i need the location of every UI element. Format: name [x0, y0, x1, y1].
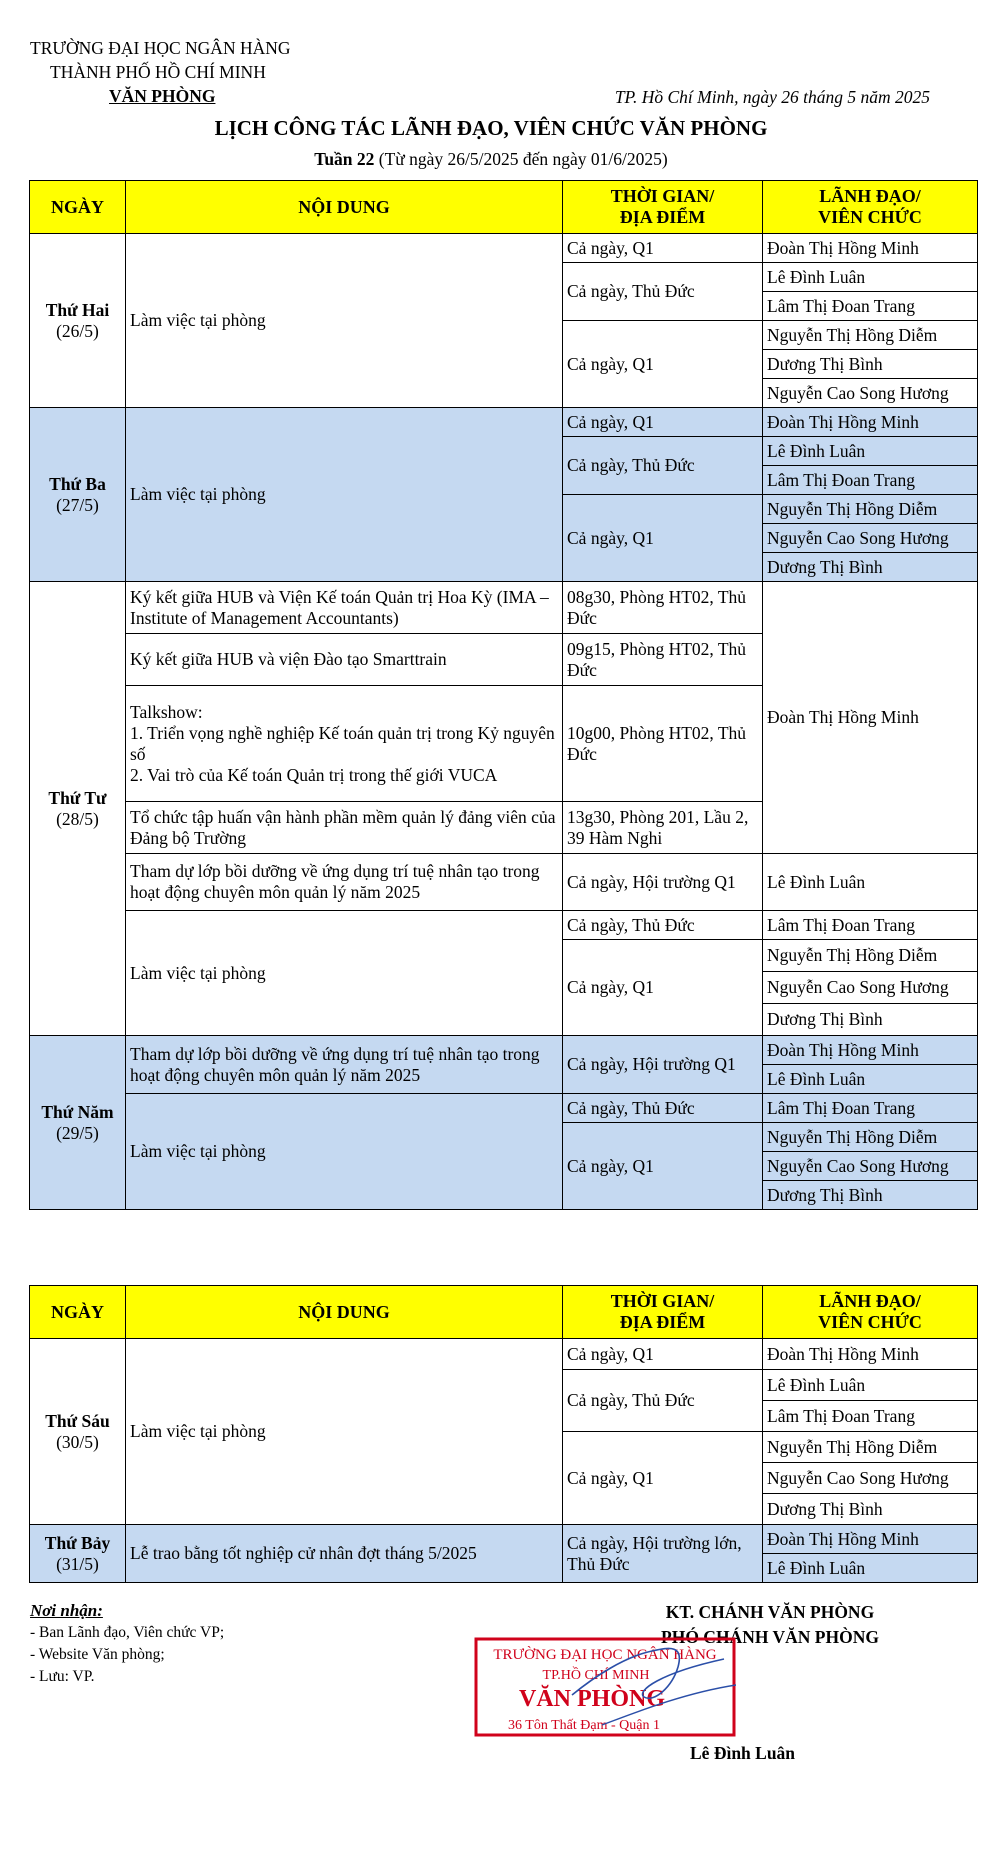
time-cell: 08g30, Phòng HT02, Thủ Đức [563, 582, 763, 634]
staff-cell: Lâm Thị Đoan Trang [763, 1094, 978, 1123]
staff-cell: Đoàn Thị Hồng Minh [763, 1525, 978, 1554]
staff-cell: Lê Đình Luân [763, 1065, 978, 1094]
col-header-time-line1: THỜI GIAN/ [610, 1291, 715, 1311]
staff-cell: Đoàn Thị Hồng Minh [763, 1339, 978, 1370]
content-cell: Làm việc tại phòng [126, 1339, 563, 1525]
staff-cell: Nguyễn Cao Song Hương [763, 972, 978, 1004]
col-header-time [563, 181, 763, 234]
staff-cell: Lâm Thị Đoan Trang [763, 911, 978, 940]
day-date: (28/5) [56, 808, 99, 829]
talkshow-item-1: 1. Triển vọng nghề nghiệp Kế toán quản trị trong Kỷ nguyên số [130, 722, 555, 764]
talkshow-item-2: 2. Vai trò của Kế toán Quản trị trong thế giới VUCA [130, 764, 498, 785]
stamp-line1: TRƯỜNG ĐẠI HỌC NGÂN HÀNG [493, 1647, 717, 1663]
time-cell: Cả ngày, Hội trường lớn, Thủ Đức [563, 1525, 763, 1583]
col-header-time-line2: ĐỊA ĐIỂM [619, 1312, 706, 1332]
day-date: (31/5) [56, 1553, 99, 1574]
col-header-staff [763, 181, 978, 234]
table-row [30, 1094, 978, 1123]
day-cell-sat [30, 1525, 126, 1583]
time-cell: Cả ngày, Hội trường Q1 [563, 854, 763, 911]
staff-cell: Đoàn Thị Hồng Minh [763, 582, 978, 854]
staff-cell: Đoàn Thị Hồng Minh [763, 408, 978, 437]
day-name: Thứ Sáu [45, 1410, 110, 1431]
content-cell: Làm việc tại phòng [126, 234, 563, 408]
table-row [30, 1339, 978, 1370]
time-cell: Cả ngày, Q1 [563, 321, 763, 408]
recipients-title: Nơi nhận: [30, 1601, 103, 1620]
schedule-table-1 [29, 180, 978, 1210]
day-cell-fri [30, 1339, 126, 1525]
time-cell: Cả ngày, Thủ Đức [563, 1370, 763, 1432]
time-cell: Cả ngày, Hội trường Q1 [563, 1036, 763, 1094]
day-cell-tue [30, 408, 126, 582]
staff-cell: Dương Thị Bình [763, 350, 978, 379]
col-header-time-line1: THỜI GIAN/ [610, 186, 715, 206]
office-name: VĂN PHÒNG [109, 86, 216, 106]
staff-cell: Dương Thị Bình [763, 553, 978, 582]
day-date: (30/5) [56, 1431, 99, 1452]
time-cell: Cả ngày, Q1 [563, 1432, 763, 1525]
recipient-item: - Ban Lãnh đạo, Viên chức VP; [30, 1624, 225, 1641]
time-cell: Cả ngày, Q1 [563, 1123, 763, 1210]
staff-cell: Lê Đình Luân [763, 1554, 978, 1583]
content-cell: Làm việc tại phòng [126, 1094, 563, 1210]
page-title: LỊCH CÔNG TÁC LÃNH ĐẠO, VIÊN CHỨC VĂN PHÒNG [214, 116, 768, 140]
time-cell: Cả ngày, Thủ Đức [563, 911, 763, 940]
table-header-row [30, 181, 978, 234]
staff-cell: Lâm Thị Đoan Trang [763, 1401, 978, 1432]
time-cell: 10g00, Phòng HT02, Thủ Đức [563, 686, 763, 802]
content-cell [126, 686, 563, 802]
day-cell-mon [30, 234, 126, 408]
office-stamp [474, 1637, 736, 1737]
content-cell: Lễ trao bằng tốt nghiệp cử nhân đợt tháng 5/2025 [126, 1525, 563, 1583]
table-row [30, 582, 978, 634]
week-range: (Từ ngày 26/5/2025 đến ngày 01/6/2025) [378, 149, 668, 169]
col-header-day: NGÀY [30, 1286, 126, 1339]
day-cell-wed [30, 582, 126, 1036]
day-date: (26/5) [56, 320, 99, 341]
day-name: Thứ Năm [41, 1101, 114, 1122]
staff-cell: Nguyễn Cao Song Hương [763, 1152, 978, 1181]
week-subtitle [0, 149, 982, 170]
staff-cell: Lê Đình Luân [763, 1370, 978, 1401]
content-cell: Tham dự lớp bồi dưỡng về ứng dụng trí tuệ nhân tạo trong hoạt động chuyên môn quản lý năm 2025 [126, 854, 563, 911]
col-header-staff [763, 1286, 978, 1339]
recipient-item: - Website Văn phòng; [30, 1646, 165, 1663]
staff-cell: Lê Đình Luân [763, 263, 978, 292]
sign-title-line2: PHÓ CHÁNH VĂN PHÒNG [661, 1627, 879, 1647]
time-cell: Cả ngày, Thủ Đức [563, 263, 763, 321]
content-cell: Ký kết giữa HUB và viện Đào tạo Smarttrain [126, 634, 563, 686]
day-date: (27/5) [56, 494, 99, 515]
staff-cell: Nguyễn Thị Hồng Diễm [763, 1432, 978, 1463]
content-cell: Làm việc tại phòng [126, 408, 563, 582]
table-row [30, 1036, 978, 1065]
staff-cell: Nguyễn Cao Song Hương [763, 524, 978, 553]
time-cell: 13g30, Phòng 201, Lầu 2, 39 Hàm Nghi [563, 802, 763, 854]
table-row [30, 1525, 978, 1554]
day-name: Thứ Ba [49, 473, 106, 494]
week-label: Tuần 22 [314, 149, 375, 169]
day-cell-thu [30, 1036, 126, 1210]
col-header-staff-line2: VIÊN CHỨC [818, 207, 922, 227]
time-cell: Cả ngày, Q1 [563, 940, 763, 1036]
staff-cell: Nguyễn Thị Hồng Diễm [763, 940, 978, 972]
schedule-table-2 [29, 1285, 978, 1583]
table-row [30, 408, 978, 437]
time-cell: 09g15, Phòng HT02, Thủ Đức [563, 634, 763, 686]
staff-cell: Đoàn Thị Hồng Minh [763, 234, 978, 263]
staff-cell: Lê Đình Luân [763, 854, 978, 911]
staff-cell: Lâm Thị Đoan Trang [763, 292, 978, 321]
time-cell: Cả ngày, Thủ Đức [563, 437, 763, 495]
staff-cell: Dương Thị Bình [763, 1494, 978, 1525]
col-header-time-line2: ĐỊA ĐIỂM [619, 207, 706, 227]
time-cell: Cả ngày, Q1 [563, 495, 763, 582]
org-name-line1: TRƯỜNG ĐẠI HỌC NGÂN HÀNG [30, 38, 291, 58]
content-cell: Làm việc tại phòng [126, 911, 563, 1036]
content-cell: Tổ chức tập huấn vận hành phần mềm quản lý đảng viên của Đảng bộ Trường [126, 802, 563, 854]
col-header-staff-line1: LÃNH ĐẠO/ [819, 1291, 921, 1311]
staff-cell: Nguyễn Cao Song Hương [763, 379, 978, 408]
staff-cell: Nguyễn Thị Hồng Diễm [763, 495, 978, 524]
stamp-line4: 36 Tôn Thất Đạm - Quận 1 [508, 1718, 660, 1733]
col-header-content: NỘI DUNG [126, 1286, 563, 1339]
time-cell: Cả ngày, Q1 [563, 1339, 763, 1370]
stamp-line3: VĂN PHÒNG [519, 1686, 665, 1712]
table-row [30, 234, 978, 263]
staff-cell: Nguyễn Thị Hồng Diễm [763, 321, 978, 350]
time-cell: Cả ngày, Q1 [563, 234, 763, 263]
document-header-left [30, 36, 291, 108]
col-header-staff-line1: LÃNH ĐẠO/ [819, 186, 921, 206]
staff-cell: Đoàn Thị Hồng Minh [763, 1036, 978, 1065]
col-header-day: NGÀY [30, 181, 126, 234]
signer-name: Lê Đình Luân [690, 1743, 796, 1763]
stamp-line2: TP.HỒ CHÍ MINH [542, 1668, 650, 1683]
col-header-staff-line2: VIÊN CHỨC [818, 1312, 922, 1332]
time-cell: Cả ngày, Q1 [563, 408, 763, 437]
col-header-content: NỘI DUNG [126, 181, 563, 234]
date-line: TP. Hồ Chí Minh, ngày 26 tháng 5 năm 2025 [614, 87, 930, 107]
recipient-item: - Lưu: VP. [30, 1668, 95, 1685]
day-name: Thứ Hai [45, 299, 110, 320]
day-name: Thứ Bảy [44, 1532, 111, 1553]
day-date: (29/5) [56, 1122, 99, 1143]
content-cell: Tham dự lớp bồi dưỡng về ứng dụng trí tuệ nhân tạo trong hoạt động chuyên môn quản lý năm 2025 [126, 1036, 563, 1094]
recipients-block [30, 1600, 224, 1688]
table-header-row [30, 1286, 978, 1339]
staff-cell: Nguyễn Cao Song Hương [763, 1463, 978, 1494]
staff-cell: Lê Đình Luân [763, 437, 978, 466]
time-cell: Cả ngày, Thủ Đức [563, 1094, 763, 1123]
day-name: Thứ Tư [48, 787, 107, 808]
org-name-line2: THÀNH PHỐ HỒ CHÍ MINH [50, 62, 266, 82]
content-cell: Ký kết giữa HUB và Viện Kế toán Quản trị Hoa Kỳ (IMA – Institute of Management Accountants) [126, 582, 563, 634]
staff-cell: Lâm Thị Đoan Trang [763, 466, 978, 495]
table-row [30, 911, 978, 940]
staff-cell: Nguyễn Thị Hồng Diễm [763, 1123, 978, 1152]
talkshow-title: Talkshow: [130, 701, 203, 722]
col-header-time [563, 1286, 763, 1339]
table-row [30, 854, 978, 911]
sign-title-line1: KT. CHÁNH VĂN PHÒNG [665, 1602, 875, 1622]
staff-cell: Dương Thị Bình [763, 1181, 978, 1210]
staff-cell: Dương Thị Bình [763, 1004, 978, 1036]
